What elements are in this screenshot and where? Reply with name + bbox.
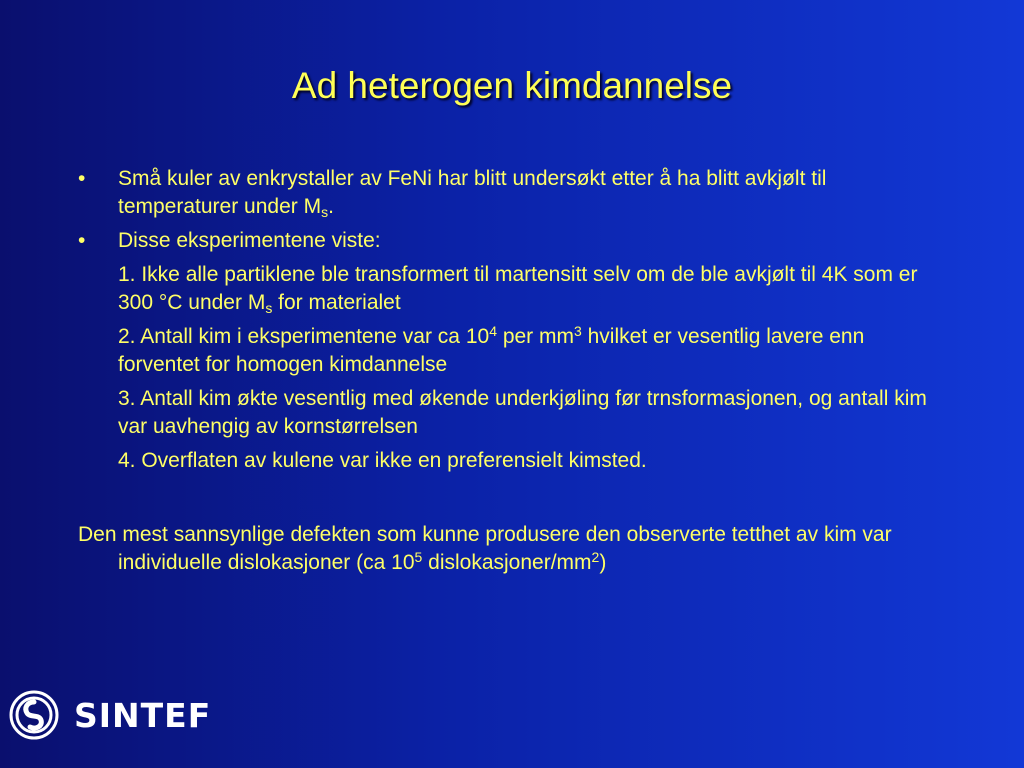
logo-text: SINTEF (74, 695, 212, 735)
subscript: s (321, 204, 329, 220)
item-text-mid: per mm (496, 325, 574, 348)
numbered-item-3 (78, 385, 938, 441)
sintef-logo-icon (8, 689, 60, 741)
item-text: 1. Ikke alle partiklene ble transformert til martensitt selv om de ble avkjølt til 4K som er 300 °C under M (118, 263, 918, 314)
superscript: 4 (489, 323, 497, 339)
item-text: 4. Overflaten av kulene var ikke en preferensielt kimsted. (118, 449, 647, 472)
item-text: 2. Antall kim i eksperimentene var ca 10 (118, 325, 490, 348)
superscript: 3 (574, 323, 582, 339)
conclusion-part: Den mest sannsynlige defekten som kunne produsere den observerte tetthet av kim var individuelle dislokasjoner (ca 10 (78, 523, 892, 574)
item-text-end: hvilket er vesentlig lavere enn forventet for homogen kimdannelse (118, 325, 865, 376)
conclusion-part: ) (599, 551, 607, 574)
slide-body (78, 165, 938, 577)
bullet-icon: • (78, 229, 86, 252)
item-text-end: for materialet (272, 291, 401, 314)
superscript: 5 (414, 549, 423, 565)
bullet-text: Disse eksperimentene viste: (118, 229, 381, 252)
bullet-icon: • (78, 167, 86, 190)
bullet-text-end: . (328, 195, 334, 218)
conclusion-text (78, 521, 938, 577)
numbered-item-2 (78, 323, 938, 379)
superscript: 2 (591, 549, 600, 565)
bullet-text: Små kuler av enkrystaller av FeNi har blitt undersøkt etter å ha blitt avkjølt til temperaturer under M (118, 167, 827, 218)
numbered-item-4 (78, 447, 938, 475)
conclusion-part: dislokasjoner/mm (422, 551, 592, 574)
bullet-item (78, 227, 938, 255)
sintef-logo (8, 689, 211, 741)
item-text: 3. Antall kim økte vesentlig med økende underkjøling før trnsformasjonen, og antall kim var uavhengig av kornstørrelsen (118, 387, 927, 438)
subscript: s (265, 300, 273, 316)
slide-title: Ad heterogen kimdannelse (291, 65, 733, 106)
bullet-item (78, 165, 938, 221)
numbered-item-1 (78, 261, 938, 317)
